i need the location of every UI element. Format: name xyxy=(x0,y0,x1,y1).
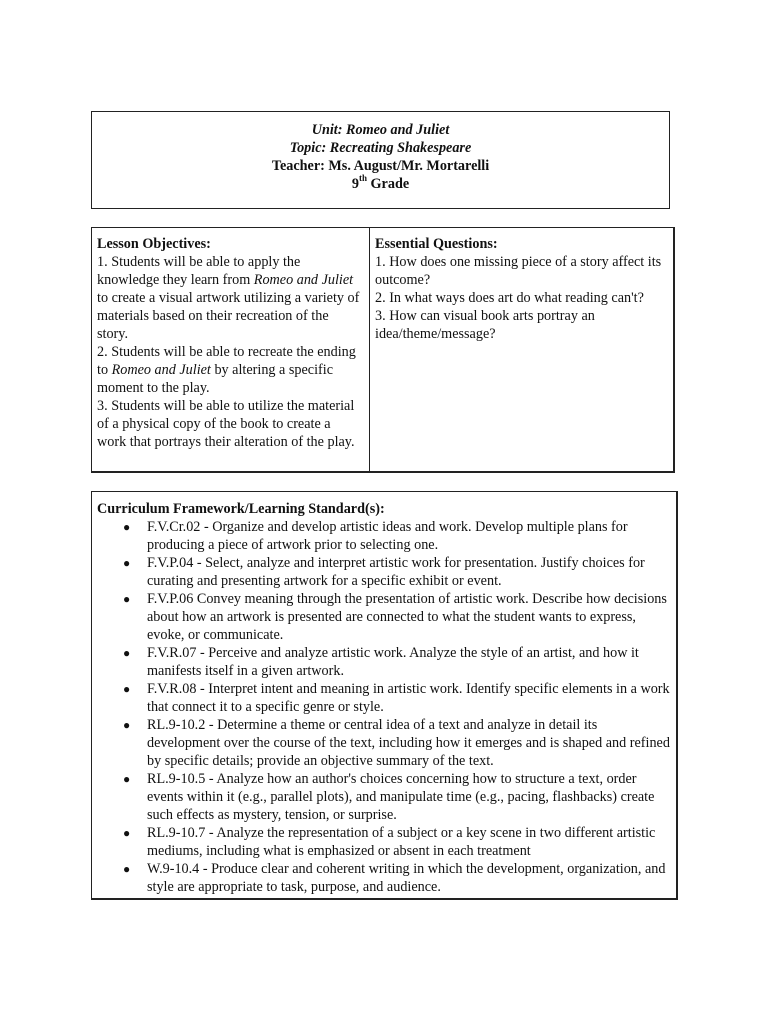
standard-item: ● W.9-10.4 - Produce clear and coherent writing in which the development, organization, and style are appropriate to task, purpose, and audience. xyxy=(123,861,666,895)
objective-item: 2. Students will be able to recreate the ending to Romeo and Juliet by altering a specific moment to the play. xyxy=(97,344,356,396)
standard-item: ● F.V.R.08 - Interpret intent and meaning in artistic work. Identify specific elements in a work that connect it to a specific genre or style. xyxy=(123,681,670,715)
bullet-icon: ● xyxy=(123,718,131,732)
bullet-icon: ● xyxy=(123,592,131,606)
question-item: 3. How can visual book arts portray an idea/theme/message? xyxy=(375,308,595,342)
standard-item: ● RL.9-10.7 - Analyze the representation of a subject or a key scene in two different artistic mediums, including what is emphasized or absent in each treatment xyxy=(123,825,656,859)
objective-item: 3. Students will be able to utilize the material of a physical copy of the book to create a work that portrays their alteration of the play. xyxy=(97,398,355,450)
standard-item: ● F.V.P.06 Convey meaning through the presentation of artistic work. Describe how decisions about how an artwork is presented are connected to what the student wants to express, evoke, or communicate. xyxy=(123,591,667,643)
bullet-icon: ● xyxy=(123,862,131,876)
grade-line xyxy=(92,175,669,193)
essential-questions-title: Essential Questions: xyxy=(375,236,498,252)
objective-item: 1. Students will be able to apply the knowledge they learn from Romeo and Juliet to create a visual artwork utilizing a variety of materials based on their recreation of the story. xyxy=(97,254,360,342)
lesson-header-box xyxy=(91,111,670,209)
question-item: 1. How does one missing piece of a story affect its outcome? xyxy=(375,254,662,288)
essential-questions-cell xyxy=(370,228,673,471)
unit-line: Unit: Romeo and Juliet xyxy=(311,122,450,138)
teacher-line: Teacher: Ms. August/Mr. Mortarelli xyxy=(271,158,490,174)
bullet-icon: ● xyxy=(123,772,131,786)
grade-suffix: th xyxy=(358,173,367,184)
curriculum-standards-box xyxy=(91,491,678,900)
standard-item: ● F.V.R.07 - Perceive and analyze artistic work. Analyze the style of an artist, and how it manifests itself in a given artwork. xyxy=(123,645,639,679)
question-item: 2. In what ways does art do what reading can't? xyxy=(375,290,644,306)
standard-item: ● RL.9-10.5 - Analyze how an author's choices concerning how to structure a text, order events within it (e.g., parallel plots), and manipulate time (e.g., pacing, flashbacks) create such effects as mystery, tension, or surprise. xyxy=(123,771,655,823)
standard-item: ● F.V.P.04 - Select, analyze and interpret artistic work for presentation. Justify choices for curating and presenting artwork for a specific exhibit or event. xyxy=(123,555,645,589)
standard-item: ● F.V.Cr.02 - Organize and develop artistic ideas and work. Develop multiple plans for producing a piece of artwork prior to selecting one. xyxy=(123,519,628,553)
objectives-questions-table xyxy=(91,227,675,473)
standard-item: ● RL.9-10.2 - Determine a theme or central idea of a text and analyze in detail its development over the course of the text, including how it emerges and is shaped and refined by specific details; provide an objective summary of the text. xyxy=(123,717,670,769)
bullet-icon: ● xyxy=(123,556,131,570)
bullet-icon: ● xyxy=(123,646,131,660)
topic-line: Topic: Recreating Shakespeare xyxy=(289,140,472,156)
grade-word: Grade xyxy=(366,176,410,192)
curriculum-title: Curriculum Framework/Learning Standard(s): xyxy=(97,501,385,517)
bullet-icon: ● xyxy=(123,682,131,696)
grade-number: 9 xyxy=(351,176,359,192)
standards-list xyxy=(97,518,670,896)
bullet-icon: ● xyxy=(123,826,131,840)
lesson-objectives-cell xyxy=(92,228,370,471)
bullet-icon: ● xyxy=(123,520,131,534)
lesson-objectives-title: Lesson Objectives: xyxy=(97,236,211,252)
